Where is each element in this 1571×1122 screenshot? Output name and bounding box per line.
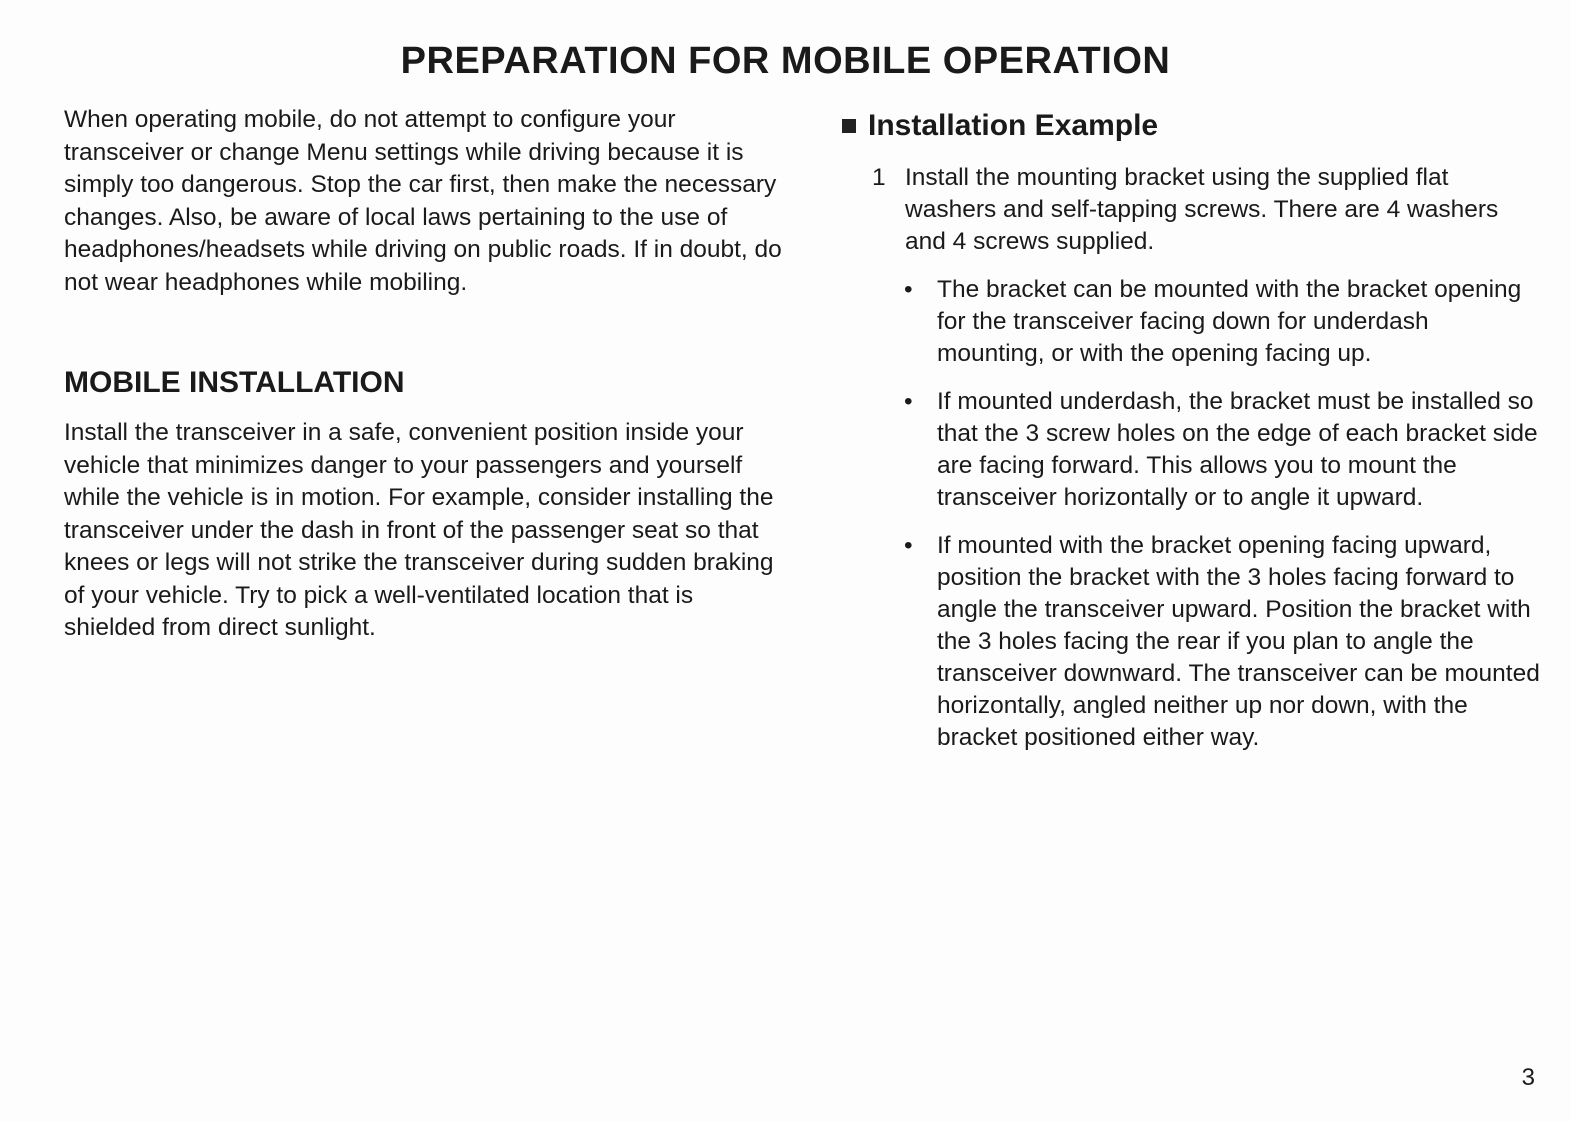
page-title: PREPARATION FOR MOBILE OPERATION bbox=[400, 40, 1171, 82]
example-heading bbox=[842, 110, 1542, 142]
bullet-icon: • bbox=[904, 388, 913, 415]
example-heading-text: Installation Example bbox=[868, 109, 1159, 142]
list-item bbox=[904, 274, 1542, 370]
square-bullet-icon bbox=[842, 119, 856, 133]
section-paragraph: Install the transceiver in a safe, convenient position inside your vehicle that minimizes danger to your passengers and yourself while the vehicle is in motion. For example, consider installing the transceiver under the dash in front of the passenger seat so that knees or legs will not strike the transceiver during sudden braking of your vehicle. Try to pick a well-ventilated location that is shielded from direct sunlight. bbox=[64, 419, 774, 641]
list-item-text: The bracket can be mounted with the bracket opening for the transceiver facing down for underdash mounting, or with the opening facing up. bbox=[937, 276, 1522, 367]
bullet-icon: • bbox=[904, 276, 913, 303]
list-item bbox=[904, 530, 1542, 754]
page-number: 3 bbox=[1521, 1064, 1535, 1091]
step-number: 1 bbox=[872, 164, 886, 191]
bullet-list bbox=[904, 274, 1542, 754]
left-column bbox=[64, 104, 784, 645]
step-text: Install the mounting bracket using the supplied flat washers and self-tapping screws. There are 4 washers and 4 screws supplied. bbox=[905, 164, 1499, 255]
intro-paragraph: When operating mobile, do not attempt to configure your transceiver or change Menu settings while driving because it is simply too dangerous. Stop the car first, then make the necessary changes. Also, be aware of local laws pertaining to the use of headphones/headsets while driving on public roads. If in doubt, do not wear headphones while mobiling. bbox=[64, 106, 782, 296]
section-heading: MOBILE INSTALLATION bbox=[64, 366, 405, 399]
list-item-text: If mounted with the bracket opening facing upward, position the bracket with the 3 holes facing forward to angle the transceiver upward. Position the bracket with the 3 holes facing the rear if you plan to angle the transceiver downward. The transceiver can be mounted horizontally, angled neither up nor down, with the bracket positioned either way. bbox=[937, 532, 1540, 751]
right-column bbox=[842, 110, 1542, 770]
list-item bbox=[904, 386, 1542, 514]
step-1 bbox=[872, 162, 1542, 258]
list-item-text: If mounted underdash, the bracket must be installed so that the 3 screw holes on the edge of each bracket side are facing forward. This allows you to mount the transceiver horizontally or to angle it upward. bbox=[937, 388, 1538, 511]
bullet-icon: • bbox=[904, 532, 913, 559]
